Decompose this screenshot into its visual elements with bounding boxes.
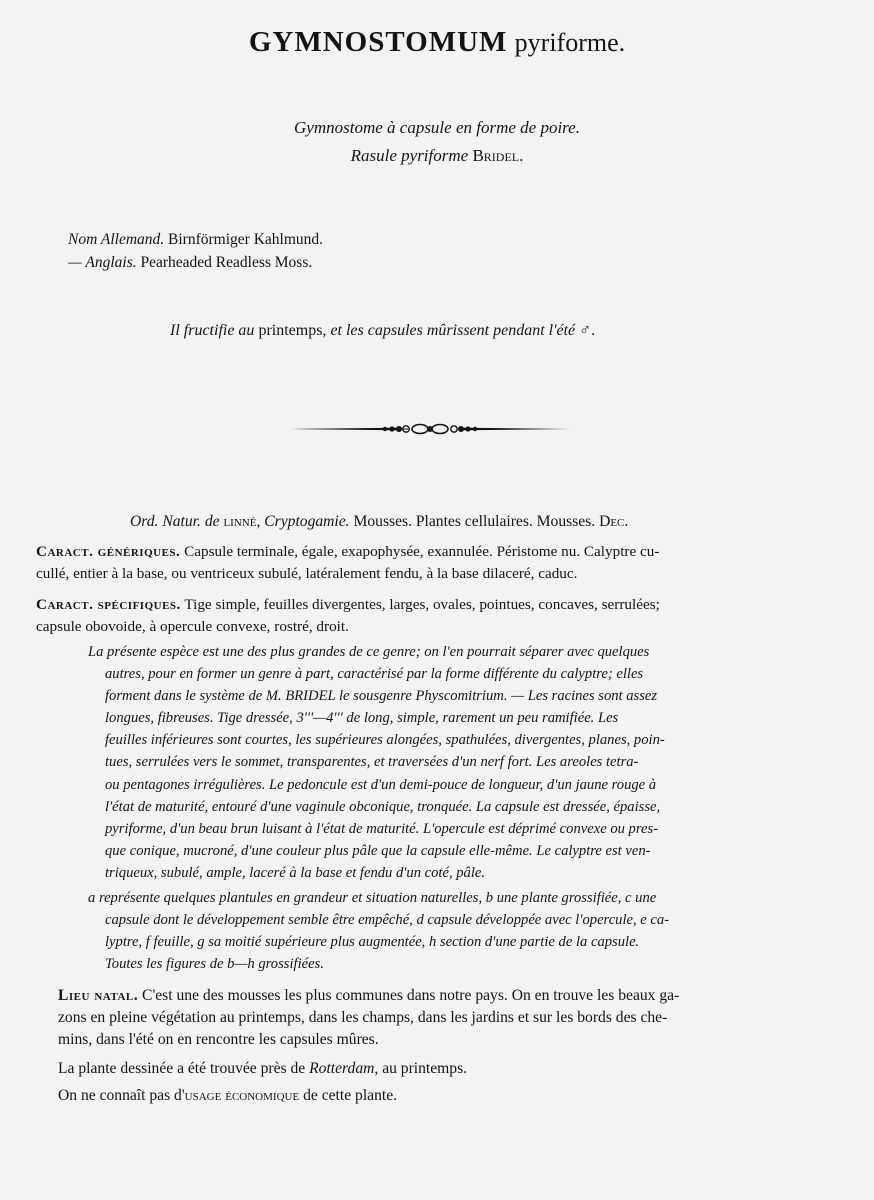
species-name: pyriforme. — [514, 28, 626, 57]
description-line: La présente espèce est une des plus grandes de ce genre; on l'en pourrait séparer avec quelques — [88, 644, 650, 660]
fruct-a: Il fructifie au — [170, 322, 255, 339]
fructification-note — [170, 322, 595, 340]
synonym-text: Rasule pyriforme — [350, 146, 469, 165]
order-families: Mousses. Plantes cellulaires. Mousses. — [353, 513, 596, 530]
usage-text: On ne connaît pas d' — [58, 1087, 185, 1104]
generic-characters — [36, 541, 659, 585]
figures-line: capsule dont le développement semble être empêché, d capsule développée avec l'opercule, e ca- — [105, 912, 670, 929]
species-description — [88, 641, 665, 884]
figures-line: Toutes les figures de b—h grossifiées. — [105, 956, 324, 973]
order-label: Ord. Natur. — [130, 513, 201, 530]
origin-text: La plante dessinée a été trouvée près de — [58, 1060, 306, 1077]
usage-label: usage économique — [184, 1087, 300, 1104]
order-cryptogamie: Cryptogamie. — [264, 513, 350, 530]
order-dec: Dec. — [599, 513, 629, 530]
subtitle-synonym — [0, 146, 874, 166]
specific-line — [36, 594, 660, 616]
origin-place: Rotterdam, — [309, 1060, 379, 1077]
description-line: pyriforme, d'un beau brun luisant à l'état de maturité. L'opercule est déprimé convexe ou pres- — [105, 820, 659, 837]
specific-line: capsule obovoide, à opercule convexe, rostré, droit. — [36, 618, 349, 635]
synonym-author: Bridel. — [472, 146, 524, 165]
fruct-b: printemps, — [258, 322, 327, 339]
description-line: feuilles inférieures sont courtes, les supérieures alongées, spathulées, divergentes, planes, poin- — [105, 732, 665, 749]
generic-label: Caract. génériques. — [36, 543, 181, 560]
origin-season: au printemps. — [382, 1060, 468, 1077]
specimen-origin — [58, 1058, 467, 1080]
generic-text: Capsule terminale, égale, exapophysée, exannulée. Péristome nu. Calyptre cu- — [184, 543, 660, 560]
generic-line: cullé, entier à la base, ou ventriceux subulé, latéralement fendu, à la base dilaceré, caduc. — [36, 565, 578, 582]
male-symbol: ♂. — [579, 322, 596, 339]
name-german — [68, 228, 323, 251]
habitat-text: C'est une des mousses les plus communes dans notre pays. On en trouve les beaux ga- — [142, 987, 680, 1004]
genus-name: GYMNOSTOMUM — [248, 26, 508, 58]
habitat-line: zons en pleine végétation au printemps, dans les champs, dans les jardins et sur les bords des che- — [58, 1009, 668, 1026]
figures-line: a représente quelques plantules en grandeur et situation naturelles, b une plante grossifiée, c une — [88, 890, 657, 906]
description-line: tues, serrulées vers le sommet, transparentes, et traversées d'un nerf fort. Les areoles tetra- — [105, 754, 639, 771]
ornamental-divider — [288, 418, 572, 440]
description-line: autres, pour en former un genre à part, caractérisé par la forme différente du calyptre; elles — [105, 666, 644, 683]
description-line: que conique, mucroné, d'une couleur plus pâle que la capsule elle-même. Le calyptre est ven- — [105, 842, 651, 859]
generic-line — [36, 541, 659, 563]
specific-label: Caract. spécifiques. — [36, 596, 181, 613]
description-line: triqueux, subulé, ample, laceré à la base et fendu d'un coté, pâle. — [105, 864, 486, 881]
description-line: l'état de maturité, entouré d'une vaginule obconique, tronquée. La capsule est dressée, épaisse, — [105, 798, 661, 815]
habitat-line — [58, 985, 679, 1007]
figures-line: lyptre, f feuille, g sa moitié supérieure plus augmentée, h section d'une partie de la capsule. — [105, 934, 640, 951]
natural-order-line — [130, 511, 628, 533]
specific-text: Tige simple, feuilles divergentes, larges, ovales, pointues, concaves, serrulées; — [184, 596, 660, 613]
habitat-label: Lieu natal. — [58, 987, 139, 1004]
order-de: de — [204, 513, 220, 530]
name-label: — Anglais. — [68, 254, 137, 271]
figures-legend — [88, 887, 669, 975]
fruct-c: et les capsules mûrissent pendant l'été — [330, 322, 576, 339]
vernacular-names — [68, 228, 323, 274]
habitat-section — [58, 985, 679, 1051]
order-linne: linné, — [223, 513, 261, 530]
name-value: Birnförmiger Kahlmund. — [168, 231, 324, 248]
habitat-line: mins, dans l'été on en rencontre les capsules mûres. — [58, 1031, 379, 1048]
specific-characters — [36, 594, 660, 638]
usage-end: de cette plante. — [303, 1087, 398, 1104]
description-line: ou pentagones irrégulières. Le pedoncule est d'un demi-pouce de longueur, d'un jaune rouge à — [105, 776, 657, 793]
description-line: forment dans le système de M. BRIDEL le sousgenre Physcomitrium. — Les racines sont assez — [105, 688, 658, 705]
economic-use — [58, 1085, 397, 1107]
page-title — [0, 26, 874, 59]
description-line: longues, fibreuses. Tige dressée, 3'''—4''' de long, simple, rarement un peu ramifiée. Les — [105, 710, 619, 727]
name-label: Nom Allemand. — [68, 231, 165, 248]
name-value: Pearheaded Readless Moss. — [140, 254, 313, 271]
subtitle-french: Gymnostome à capsule en forme de poire. — [294, 118, 580, 137]
name-english — [68, 251, 323, 274]
